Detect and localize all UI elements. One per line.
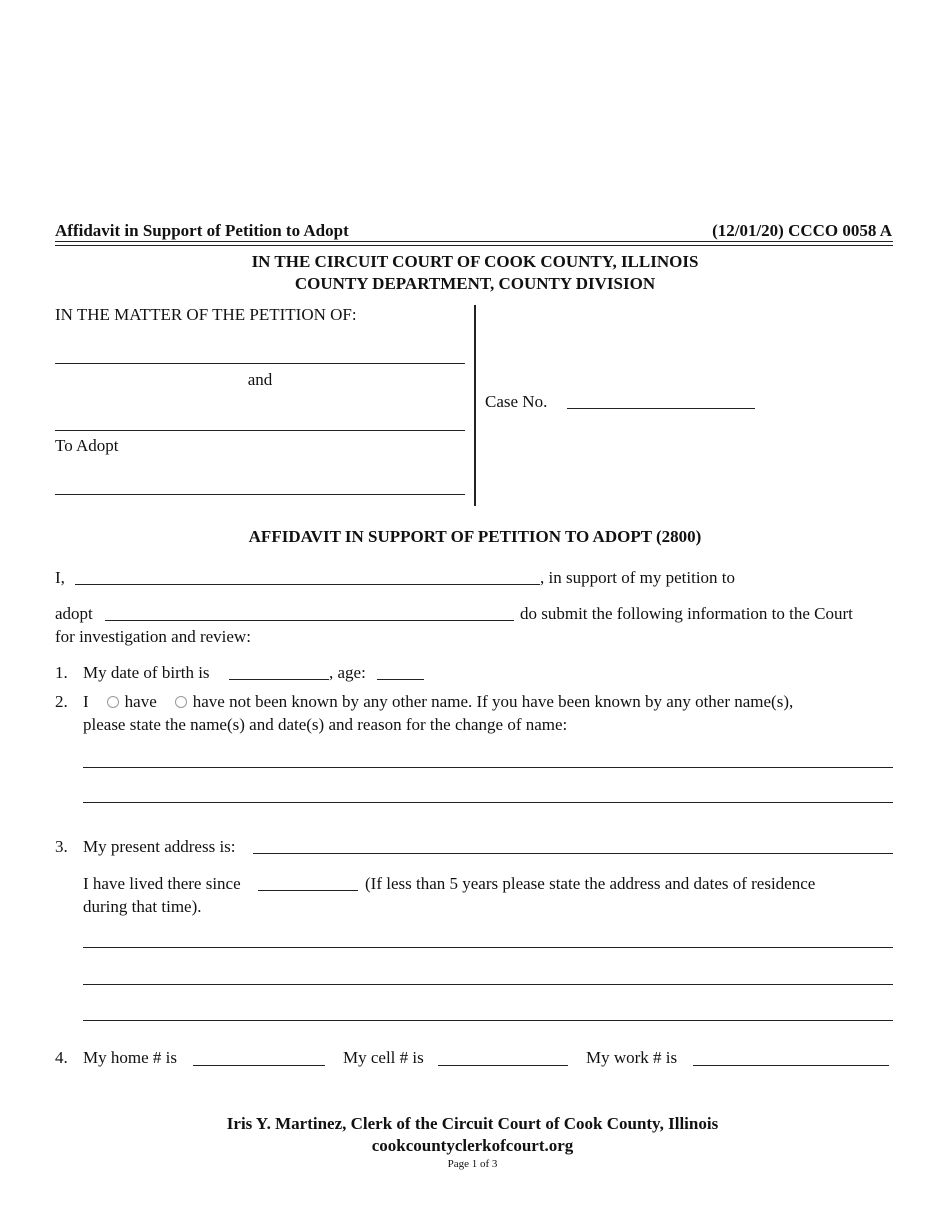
and-label: and [247, 370, 273, 389]
cell-phone-field[interactable] [438, 1065, 568, 1066]
have-radio[interactable] [107, 696, 119, 708]
adoptee-name-field[interactable] [105, 620, 514, 621]
have-label: have [124, 692, 157, 711]
home-phone-field[interactable] [193, 1065, 325, 1066]
form-code: (12/01/20) CCCO 0058 A [712, 221, 892, 240]
intro-i: I, [55, 568, 65, 587]
header-rule [55, 241, 893, 242]
petitioner-field[interactable] [55, 363, 465, 364]
matter-label: IN THE MATTER OF THE PETITION OF: [55, 305, 357, 324]
intro-review: for investigation and review: [55, 627, 251, 646]
affidavit-title: AFFIDAVIT IN SUPPORT OF PETITION TO ADOPT (2800) [248, 527, 702, 546]
residence-field-1[interactable] [83, 947, 893, 948]
dob-label: My date of birth is [83, 663, 210, 682]
residence-field-2[interactable] [83, 984, 893, 985]
lived-since-field[interactable] [258, 890, 358, 891]
age-field[interactable] [377, 679, 424, 680]
intro-support: , in support of my petition to [540, 568, 736, 587]
other-names-instructions: please state the name(s) and date(s) and reason for the change of name: [83, 715, 568, 734]
address-field[interactable] [253, 853, 893, 854]
have-not-label: have not been known by any other name. If you have been known by any other name(s), [192, 692, 794, 711]
dob-field[interactable] [229, 679, 329, 680]
co-petitioner-field[interactable] [55, 430, 465, 431]
clerk-website[interactable]: cookcountyclerkofcourt.org [371, 1136, 574, 1155]
affiant-name-field[interactable] [75, 584, 540, 585]
court-name: IN THE CIRCUIT COURT OF COOK COUNTY, ILLINOIS [251, 252, 699, 271]
item-number: 1. [55, 663, 68, 682]
age-label: , age: [329, 663, 366, 682]
work-phone-label: My work # is [586, 1048, 678, 1067]
adoptee-field[interactable] [55, 494, 465, 495]
have-not-radio[interactable] [175, 696, 187, 708]
home-phone-label: My home # is [83, 1048, 177, 1067]
intro-submit: do submit the following information to the Court [520, 604, 853, 623]
case-no-field[interactable] [567, 408, 755, 409]
item-number: 2. [55, 692, 68, 711]
header-rule [55, 245, 893, 246]
residence-instructions-end: during that time). [83, 897, 202, 916]
address-label: My present address is: [83, 837, 236, 856]
page-number: Page 1 of 3 [447, 1158, 498, 1170]
form-title: Affidavit in Support of Petition to Adopt [55, 221, 349, 240]
residence-instructions: (If less than 5 years please state the address and dates of residence [365, 874, 816, 893]
lived-since-label: I have lived there since [83, 874, 241, 893]
residence-field-3[interactable] [83, 1020, 893, 1021]
cell-phone-label: My cell # is [343, 1048, 424, 1067]
other-names-field-1[interactable] [83, 767, 893, 768]
i-label: I [83, 692, 89, 711]
clerk-name: Iris Y. Martinez, Clerk of the Circuit Court of Cook County, Illinois [226, 1114, 719, 1133]
item-number: 4. [55, 1048, 68, 1067]
to-adopt-label: To Adopt [55, 436, 119, 455]
caption-divider [474, 305, 476, 506]
case-no-label: Case No. [485, 392, 548, 411]
court-division: COUNTY DEPARTMENT, COUNTY DIVISION [294, 274, 656, 293]
item-number: 3. [55, 837, 68, 856]
other-names-field-2[interactable] [83, 802, 893, 803]
work-phone-field[interactable] [693, 1065, 889, 1066]
intro-adopt: adopt [55, 604, 93, 623]
